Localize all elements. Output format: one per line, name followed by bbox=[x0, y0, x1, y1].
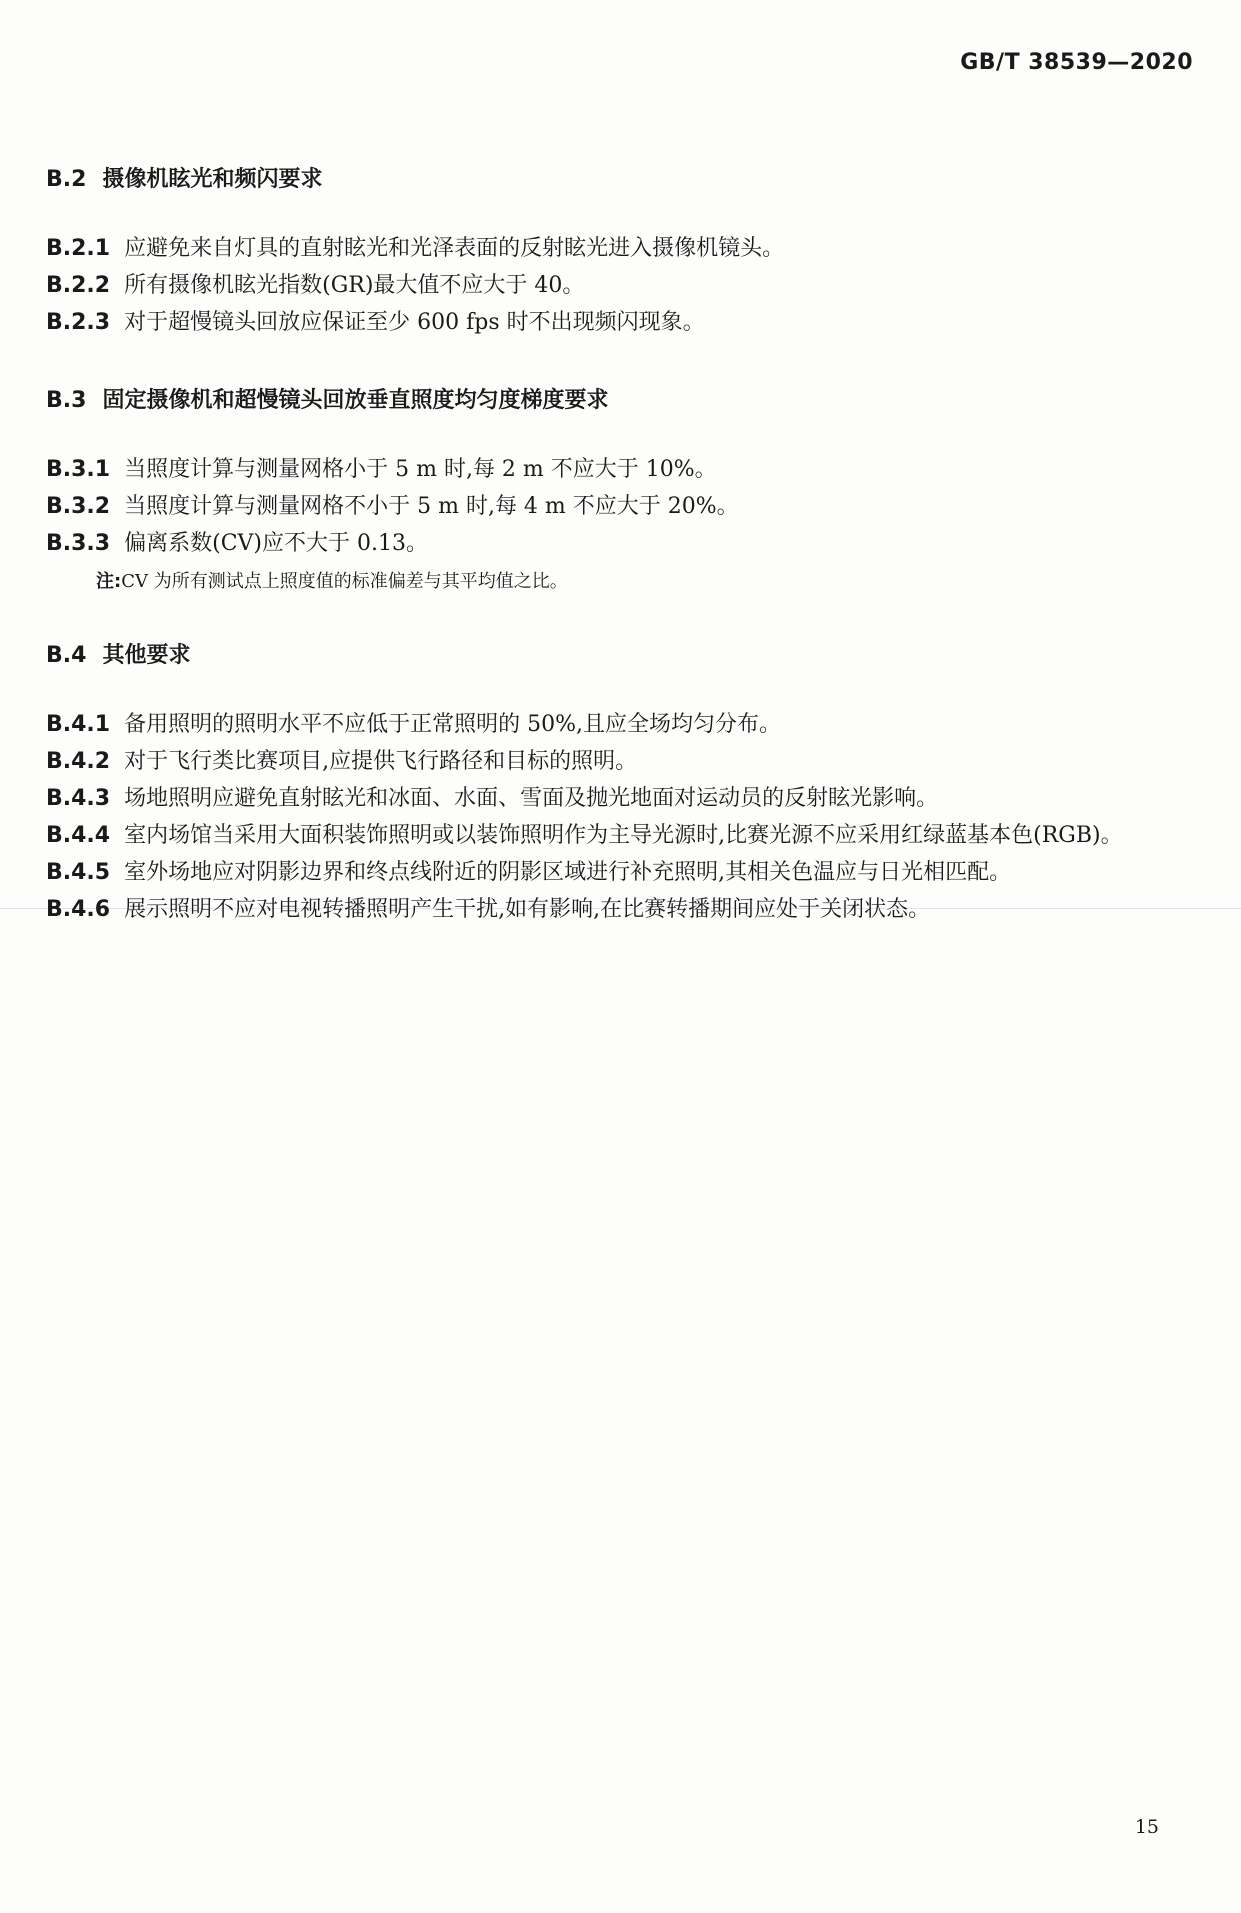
section-b2 bbox=[46, 160, 1196, 341]
section-title: 摄像机眩光和频闪要求 bbox=[102, 167, 323, 192]
clause-number: B.4.3 bbox=[46, 786, 111, 811]
section-number: B.3 bbox=[46, 388, 87, 413]
section-heading bbox=[46, 160, 1196, 200]
clause-text: 室外场地应对阴影边界和终点线附近的阴影区域进行补充照明,其相关色温应与日光相匹配。 bbox=[124, 860, 1012, 885]
clause-number: B.4.2 bbox=[46, 749, 111, 774]
clause-b2-1 bbox=[46, 230, 1196, 267]
document-body bbox=[46, 160, 1196, 928]
section-title: 其他要求 bbox=[102, 643, 191, 668]
clause-number: B.3.2 bbox=[46, 494, 111, 519]
standard-code: GB/T 38539—2020 bbox=[960, 50, 1193, 75]
clause-text: 备用照明的照明水平不应低于正常照明的 50%,且应全场均匀分布。 bbox=[124, 712, 781, 737]
clause-number: B.4.1 bbox=[46, 712, 111, 737]
clause-text: 应避免来自灯具的直射眩光和光泽表面的反射眩光进入摄像机镜头。 bbox=[124, 236, 785, 261]
clause-text: 场地照明应避免直射眩光和冰面、水面、雪面及抛光地面对运动员的反射眩光影响。 bbox=[124, 786, 939, 811]
clause-b4-3 bbox=[46, 780, 1196, 817]
clause-b2-3 bbox=[46, 304, 1196, 341]
note-text: CV 为所有测试点上照度值的标准偏差与其平均值之比。 bbox=[121, 571, 568, 592]
clause-b4-4 bbox=[46, 817, 1196, 854]
clause-text: 展示照明不应对电视转播照明产生干扰,如有影响,在比赛转播期间应处于关闭状态。 bbox=[124, 897, 931, 922]
clause-number: B.4.5 bbox=[46, 860, 111, 885]
clause-text: 当照度计算与测量网格不小于 5 m 时,每 4 m 不应大于 20%。 bbox=[124, 494, 739, 519]
clause-b3-3 bbox=[46, 525, 1196, 562]
clause-number: B.2.2 bbox=[46, 273, 111, 298]
clause-number: B.4.6 bbox=[46, 897, 111, 922]
clause-b3-1 bbox=[46, 451, 1196, 488]
clause-number: B.2.3 bbox=[46, 310, 111, 335]
clause-b4-1 bbox=[46, 706, 1196, 743]
section-b3 bbox=[46, 381, 1196, 598]
clause-b4-2 bbox=[46, 743, 1196, 780]
clause-b2-2 bbox=[46, 267, 1196, 304]
clause-text: 偏离系数(CV)应不大于 0.13。 bbox=[124, 531, 428, 556]
clause-number: B.4.4 bbox=[46, 823, 111, 848]
clause-text: 当照度计算与测量网格小于 5 m 时,每 2 m 不应大于 10%。 bbox=[124, 457, 717, 482]
section-heading bbox=[46, 636, 1196, 676]
note bbox=[46, 566, 1196, 598]
section-number: B.4 bbox=[46, 643, 87, 668]
note-label: 注: bbox=[96, 571, 122, 592]
clause-number: B.3.1 bbox=[46, 457, 111, 482]
section-b4 bbox=[46, 636, 1196, 928]
section-title: 固定摄像机和超慢镜头回放垂直照度均匀度梯度要求 bbox=[102, 388, 609, 413]
clause-b4-6 bbox=[46, 891, 1196, 928]
clause-text: 所有摄像机眩光指数(GR)最大值不应大于 40。 bbox=[124, 273, 585, 298]
clause-text: 对于飞行类比赛项目,应提供飞行路径和目标的照明。 bbox=[124, 749, 638, 774]
section-number: B.2 bbox=[46, 167, 87, 192]
clause-text: 对于超慢镜头回放应保证至少 600 fps 时不出现频闪现象。 bbox=[124, 310, 705, 335]
clause-text: 室内场馆当采用大面积装饰照明或以装饰照明作为主导光源时,比赛光源不应采用红绿蓝基本色(RGB)。 bbox=[124, 823, 1123, 848]
section-heading bbox=[46, 381, 1196, 421]
clause-number: B.3.3 bbox=[46, 531, 111, 556]
page-number: 15 bbox=[1134, 1816, 1159, 1838]
clause-b3-2 bbox=[46, 488, 1196, 525]
clause-number: B.2.1 bbox=[46, 236, 111, 261]
clause-b4-5 bbox=[46, 854, 1196, 891]
